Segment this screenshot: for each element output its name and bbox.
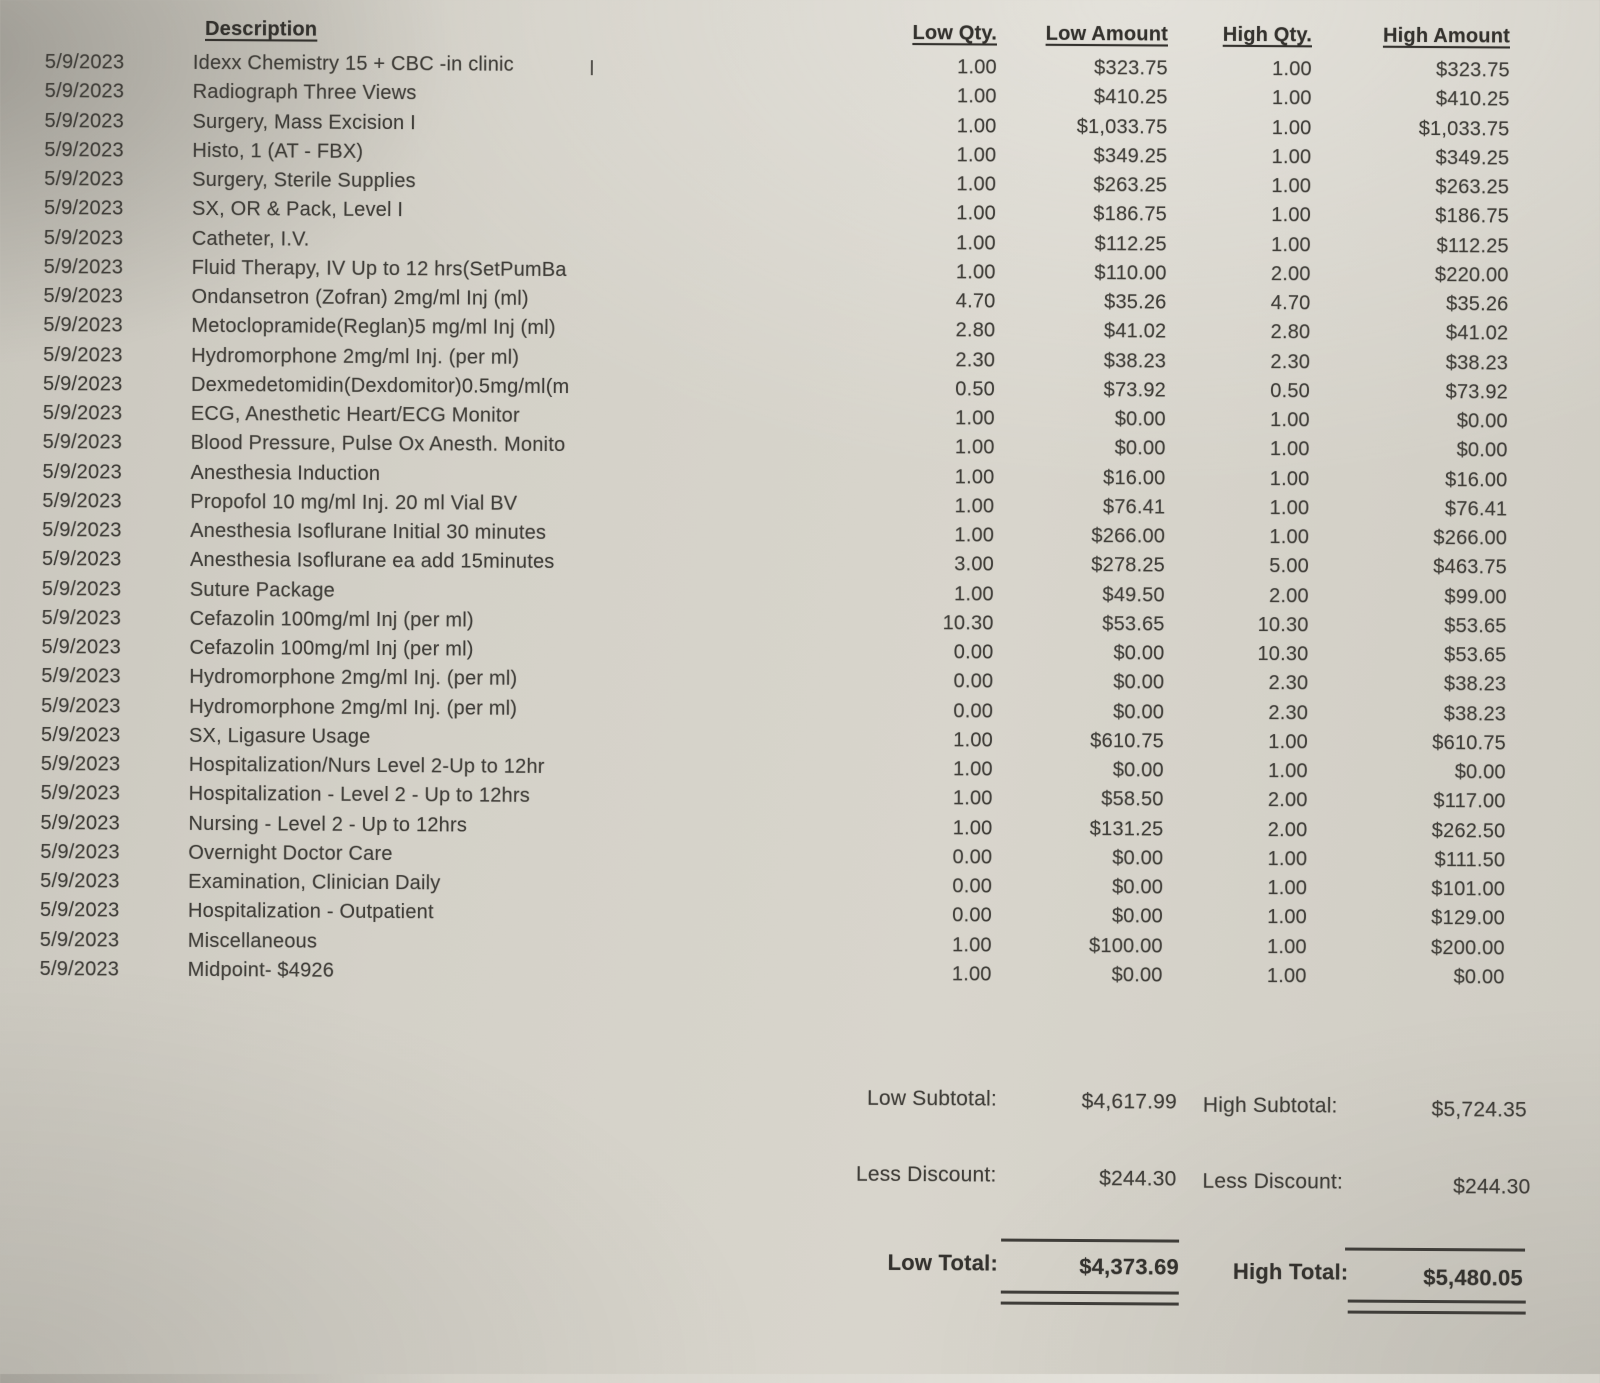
- cell-low-amount: $278.25: [1091, 554, 1166, 577]
- cell-low-qty: 1.00: [956, 85, 997, 108]
- cell-low-amount: $58.50: [1101, 788, 1164, 811]
- cell-low-qty: 0.00: [953, 641, 994, 664]
- cell-low-amount: $0.00: [1111, 963, 1163, 987]
- cell-high-qty: 1.00: [1271, 145, 1312, 169]
- low-subtotal-label: Low Subtotal:: [866, 1086, 997, 1111]
- cell-low-amount: $35.26: [1104, 291, 1167, 314]
- cell-low-qty: 1.00: [954, 582, 994, 606]
- cell-date: 5/9/2023: [41, 577, 122, 600]
- cell-low-qty: 1.00: [956, 231, 996, 255]
- cell-description: SX, OR & Pack, Level I: [191, 198, 404, 222]
- cell-high-amount: $0.00: [1456, 410, 1508, 433]
- cell-low-qty: 1.00: [957, 56, 997, 79]
- cell-date: 5/9/2023: [42, 431, 123, 454]
- cell-high-qty: 1.00: [1270, 409, 1310, 432]
- cell-low-qty: 0.00: [953, 699, 994, 723]
- cell-description: SX, Ligasure Usage: [188, 724, 371, 748]
- cell-date: 5/9/2023: [43, 255, 124, 279]
- high-discount-label: Less Discount:: [1202, 1169, 1344, 1194]
- cell-date: 5/9/2023: [41, 548, 122, 571]
- cell-high-amount: $220.00: [1434, 263, 1509, 287]
- cell-description: Surgery, Mass Excision I: [192, 110, 416, 134]
- cell-description: Blood Pressure, Pulse Ox Anesth. Monito: [190, 432, 566, 457]
- cell-description: Cefazolin 100mg/ml Inj (per ml): [189, 636, 474, 661]
- high-total-label: High Total:: [1232, 1258, 1349, 1285]
- cell-low-amount: $131.25: [1089, 817, 1164, 840]
- cell-high-amount: $186.75: [1435, 205, 1510, 228]
- cell-high-amount: $323.75: [1436, 59, 1510, 82]
- cell-high-amount: $73.92: [1445, 380, 1509, 404]
- cell-description: Fluid Therapy, IV Up to 12 hrs(SetPumBa: [191, 256, 567, 281]
- cell-high-amount: $111.50: [1434, 848, 1506, 872]
- cell-low-amount: $0.00: [1112, 876, 1164, 899]
- cell-date: 5/9/2023: [44, 138, 124, 162]
- cell-date: 5/9/2023: [41, 606, 122, 630]
- cell-low-qty: 1.00: [956, 202, 997, 225]
- cell-low-amount: $0.00: [1114, 437, 1166, 460]
- cell-low-amount: $41.02: [1103, 320, 1167, 343]
- column-header-description: Description: [205, 17, 318, 41]
- cell-high-amount: $76.41: [1444, 497, 1508, 521]
- cell-high-qty: 2.00: [1270, 262, 1311, 286]
- cell-description: Suture Package: [189, 578, 336, 602]
- cell-description: Nursing - Level 2 - Up to 12hrs: [188, 812, 468, 836]
- cell-low-qty: 1.00: [956, 173, 997, 196]
- cell-low-qty: 1.00: [953, 729, 994, 752]
- cell-low-amount: $0.00: [1113, 700, 1165, 723]
- cell-date: 5/9/2023: [42, 460, 123, 483]
- cell-high-amount: $0.00: [1453, 965, 1505, 989]
- cell-date: 5/9/2023: [40, 840, 120, 864]
- cell-high-amount: $610.75: [1432, 731, 1507, 755]
- cell-low-qty: 1.00: [951, 963, 992, 986]
- cell-high-amount: $41.02: [1445, 322, 1509, 345]
- cell-description: Catheter, I.V.: [191, 227, 310, 251]
- cell-low-amount: $266.00: [1091, 525, 1166, 548]
- cell-description: Anesthesia Induction: [190, 461, 381, 485]
- cell-high-amount: $112.25: [1436, 234, 1509, 257]
- cell-description: Hospitalization - Outpatient: [187, 900, 434, 924]
- cell-date: 5/9/2023: [44, 51, 125, 74]
- column-header-low-amount: Low Amount: [1045, 22, 1169, 46]
- cell-date: 5/9/2023: [41, 665, 121, 688]
- cell-high-qty: 2.00: [1267, 789, 1308, 812]
- cell-date: 5/9/2023: [41, 636, 122, 659]
- cell-low-qty: 1.00: [956, 114, 997, 138]
- cell-date: 5/9/2023: [40, 782, 121, 805]
- cell-high-amount: $0.00: [1454, 761, 1506, 784]
- high-total-value: $5,480.05: [1423, 1264, 1523, 1291]
- cell-description: Anesthesia Isoflurane ea add 15minutes: [189, 549, 555, 574]
- cell-high-amount: $99.00: [1444, 585, 1507, 608]
- cell-low-qty: 0.00: [952, 875, 993, 898]
- cell-high-amount: $38.23: [1443, 702, 1507, 725]
- cell-high-qty: 10.30: [1257, 613, 1309, 637]
- cell-high-amount: $35.26: [1446, 293, 1509, 316]
- cell-high-qty: 2.00: [1267, 818, 1308, 841]
- high-total-top-rule: [1345, 1248, 1525, 1252]
- cell-description: Examination, Clinician Daily: [188, 870, 441, 895]
- cell-high-qty: 2.80: [1270, 321, 1311, 344]
- cell-low-amount: $610.75: [1090, 729, 1165, 753]
- cell-low-qty: 1.00: [955, 407, 995, 430]
- cell-date: 5/9/2023: [44, 168, 124, 191]
- cell-description: Metoclopramide(Reglan)5 mg/ml Inj (ml): [191, 315, 556, 340]
- cell-description: Midpoint- $4926: [187, 958, 335, 982]
- cell-low-amount: $1,033.75: [1076, 115, 1168, 138]
- cell-high-amount: $463.75: [1433, 556, 1508, 579]
- cell-high-amount: $38.23: [1443, 673, 1507, 696]
- low-total-double-rule: [1001, 1291, 1179, 1306]
- cell-description: Hydromorphone 2mg/ml Inj. (per ml): [189, 695, 518, 720]
- cell-low-qty: 2.80: [955, 319, 996, 342]
- cell-date: 5/9/2023: [42, 519, 122, 542]
- cell-low-qty: 1.00: [954, 524, 995, 547]
- high-subtotal-label: High Subtotal:: [1202, 1093, 1338, 1118]
- cell-high-qty: 1.00: [1266, 964, 1307, 988]
- cell-low-qty: 0.50: [955, 378, 996, 401]
- cell-high-qty: 2.30: [1268, 701, 1309, 724]
- cell-description: ECG, Anesthetic Heart/ECG Monitor: [190, 402, 520, 427]
- cell-date: 5/9/2023: [40, 870, 120, 893]
- cell-low-amount: $0.00: [1111, 905, 1164, 928]
- cell-high-qty: 1.00: [1271, 175, 1312, 198]
- cell-description: Overnight Doctor Care: [188, 841, 393, 865]
- cell-low-amount: $323.75: [1094, 57, 1168, 80]
- cell-date: 5/9/2023: [42, 372, 123, 396]
- cell-high-qty: 1.00: [1271, 233, 1311, 256]
- cell-low-qty: 1.00: [952, 816, 993, 839]
- cell-low-qty: 2.30: [955, 348, 996, 372]
- cell-description: Miscellaneous: [187, 929, 318, 953]
- cell-description: Histo, 1 (AT - FBX): [192, 139, 364, 163]
- cell-high-amount: $349.25: [1435, 146, 1510, 170]
- cell-high-qty: 1.00: [1271, 204, 1312, 227]
- cell-date: 5/9/2023: [43, 343, 123, 366]
- cell-description: Anesthesia Isoflurane Initial 30 minutes: [190, 519, 547, 544]
- cell-low-amount: $0.00: [1113, 671, 1165, 694]
- cell-description: Ondansetron (Zofran) 2mg/ml Inj (ml): [191, 285, 529, 310]
- cell-description: Hydromorphone 2mg/ml Inj. (per ml): [189, 666, 518, 691]
- cell-high-qty: 2.30: [1268, 672, 1309, 695]
- cell-low-amount: $16.00: [1103, 466, 1166, 489]
- cell-high-amount: $1,033.75: [1418, 117, 1510, 140]
- cell-description: Propofol 10 mg/ml Inj. 20 ml Vial BV: [190, 490, 518, 515]
- cell-low-qty: 1.00: [954, 436, 995, 459]
- cell-high-amount: $38.23: [1445, 351, 1509, 374]
- cell-low-amount: $110.00: [1094, 261, 1167, 285]
- cell-date: 5/9/2023: [40, 811, 121, 834]
- cell-low-amount: $0.00: [1114, 408, 1166, 431]
- cell-high-qty: 10.30: [1257, 643, 1309, 666]
- cell-low-qty: 1.00: [955, 261, 996, 284]
- cell-high-qty: 1.00: [1268, 760, 1308, 783]
- cell-high-amount: $410.25: [1435, 88, 1510, 111]
- cell-description: Radiograph Three Views: [192, 81, 417, 105]
- cell-date: 5/9/2023: [43, 226, 124, 249]
- cell-description: Idexx Chemistry 15 + CBC -in clinic: [192, 51, 514, 76]
- cell-high-qty: 4.70: [1270, 292, 1311, 315]
- low-total-value: $4,373.69: [1079, 1254, 1180, 1280]
- cell-low-qty: 1.00: [954, 465, 995, 489]
- cell-low-amount: $53.65: [1102, 612, 1165, 636]
- cell-description: Cefazolin 100mg/ml Inj (per ml): [189, 607, 474, 632]
- cell-high-qty: 1.00: [1271, 87, 1312, 110]
- low-total-top-rule: [1001, 1239, 1179, 1243]
- low-discount-label: Less Discount:: [855, 1162, 997, 1187]
- cell-low-amount: $73.92: [1103, 378, 1167, 402]
- cell-low-amount: $38.23: [1103, 349, 1167, 372]
- cell-date: 5/9/2023: [42, 489, 122, 513]
- cell-high-qty: 1.00: [1269, 496, 1310, 520]
- cell-low-qty: 4.70: [955, 290, 996, 313]
- cell-low-qty: 3.00: [954, 553, 995, 576]
- cell-date: 5/9/2023: [43, 314, 123, 337]
- cell-date: 5/9/2023: [43, 197, 124, 220]
- low-total-label: Low Total:: [887, 1249, 999, 1276]
- cell-high-amount: $200.00: [1431, 936, 1505, 959]
- column-header-high-qty: High Qty.: [1222, 23, 1313, 47]
- cell-high-amount: $117.00: [1433, 790, 1506, 813]
- cell-high-amount: $53.65: [1444, 614, 1507, 638]
- cell-high-qty: 1.00: [1267, 847, 1308, 871]
- cell-low-amount: $263.25: [1093, 174, 1168, 197]
- cell-date: 5/9/2023: [42, 402, 123, 425]
- column-header-low-qty: Low Qty.: [912, 22, 998, 45]
- cell-low-qty: 1.00: [954, 495, 995, 518]
- cell-description: Hospitalization - Level 2 - Up to 12hrs: [188, 783, 531, 808]
- cell-high-amount: $262.50: [1431, 819, 1506, 842]
- cell-high-qty: 1.00: [1269, 438, 1310, 461]
- cell-high-qty: 1.00: [1267, 877, 1308, 900]
- cell-high-qty: 0.50: [1270, 379, 1311, 403]
- cell-high-amount: $266.00: [1433, 527, 1508, 550]
- cell-high-qty: 1.00: [1269, 526, 1310, 549]
- cell-high-qty: 2.30: [1270, 350, 1311, 373]
- cell-high-amount: $101.00: [1431, 878, 1506, 901]
- cell-low-qty: 1.00: [952, 787, 993, 810]
- cell-low-amount: $0.00: [1112, 759, 1164, 782]
- low-discount-value: $244.30: [1099, 1167, 1177, 1191]
- cell-date: 5/9/2023: [39, 928, 120, 951]
- cell-low-qty: 1.00: [952, 933, 992, 956]
- cell-high-amount: $16.00: [1445, 468, 1508, 491]
- cell-low-qty: 0.00: [952, 904, 993, 927]
- cell-high-amount: $53.65: [1444, 644, 1507, 667]
- cell-date: 5/9/2023: [40, 723, 121, 747]
- cell-date: 5/9/2023: [39, 899, 120, 922]
- cell-low-qty: 0.00: [953, 670, 994, 693]
- cell-description: Dexmedetomidin(Dexdomitor)0.5mg/ml(m: [190, 373, 570, 398]
- cell-low-amount: $112.25: [1094, 232, 1167, 255]
- cell-low-amount: $0.00: [1112, 846, 1164, 870]
- cell-high-qty: 1.00: [1272, 58, 1312, 81]
- cell-low-amount: $49.50: [1102, 583, 1165, 606]
- cell-low-amount: $76.41: [1102, 495, 1166, 519]
- cell-high-qty: 1.00: [1267, 906, 1308, 929]
- cell-low-amount: $100.00: [1089, 934, 1163, 957]
- cell-low-amount: $349.25: [1093, 144, 1168, 168]
- cell-description: Surgery, Sterile Supplies: [192, 168, 416, 193]
- high-subtotal-value: $5,724.35: [1431, 1098, 1527, 1122]
- cell-high-amount: $263.25: [1435, 176, 1510, 199]
- cell-description: Hydromorphone 2mg/ml Inj. (per ml): [191, 344, 520, 369]
- cell-date: 5/9/2023: [41, 694, 121, 717]
- cell-high-qty: 2.00: [1269, 584, 1309, 607]
- cell-low-amount: $410.25: [1093, 86, 1168, 109]
- high-total-double-rule: [1348, 1300, 1526, 1315]
- cell-high-qty: 1.00: [1271, 116, 1312, 139]
- cell-date: 5/9/2023: [44, 109, 125, 132]
- low-subtotal-value: $4,617.99: [1081, 1090, 1177, 1114]
- cell-low-qty: 0.00: [952, 846, 993, 869]
- cell-date: 5/9/2023: [39, 957, 120, 981]
- column-header-high-amount: High Amount: [1382, 24, 1511, 48]
- cell-high-amount: $129.00: [1431, 907, 1506, 930]
- cell-high-qty: 1.00: [1269, 467, 1310, 490]
- cell-date: 5/9/2023: [40, 753, 121, 776]
- cell-low-qty: 1.00: [953, 758, 993, 781]
- cell-high-qty: 5.00: [1269, 555, 1310, 578]
- cell-description: Hospitalization/Nurs Level 2-Up to 12hr: [188, 753, 545, 778]
- cell-low-amount: $0.00: [1113, 642, 1165, 665]
- cell-high-qty: 1.00: [1267, 935, 1307, 958]
- cell-high-qty: 1.00: [1268, 730, 1309, 754]
- high-discount-value: $244.30: [1453, 1175, 1531, 1199]
- cell-low-qty: 1.00: [956, 144, 997, 167]
- cell-date: 5/9/2023: [44, 80, 125, 103]
- cell-low-amount: $186.75: [1093, 203, 1168, 226]
- cell-date: 5/9/2023: [43, 285, 124, 308]
- cell-low-qty: 10.30: [942, 611, 994, 635]
- cell-high-amount: $0.00: [1456, 439, 1508, 462]
